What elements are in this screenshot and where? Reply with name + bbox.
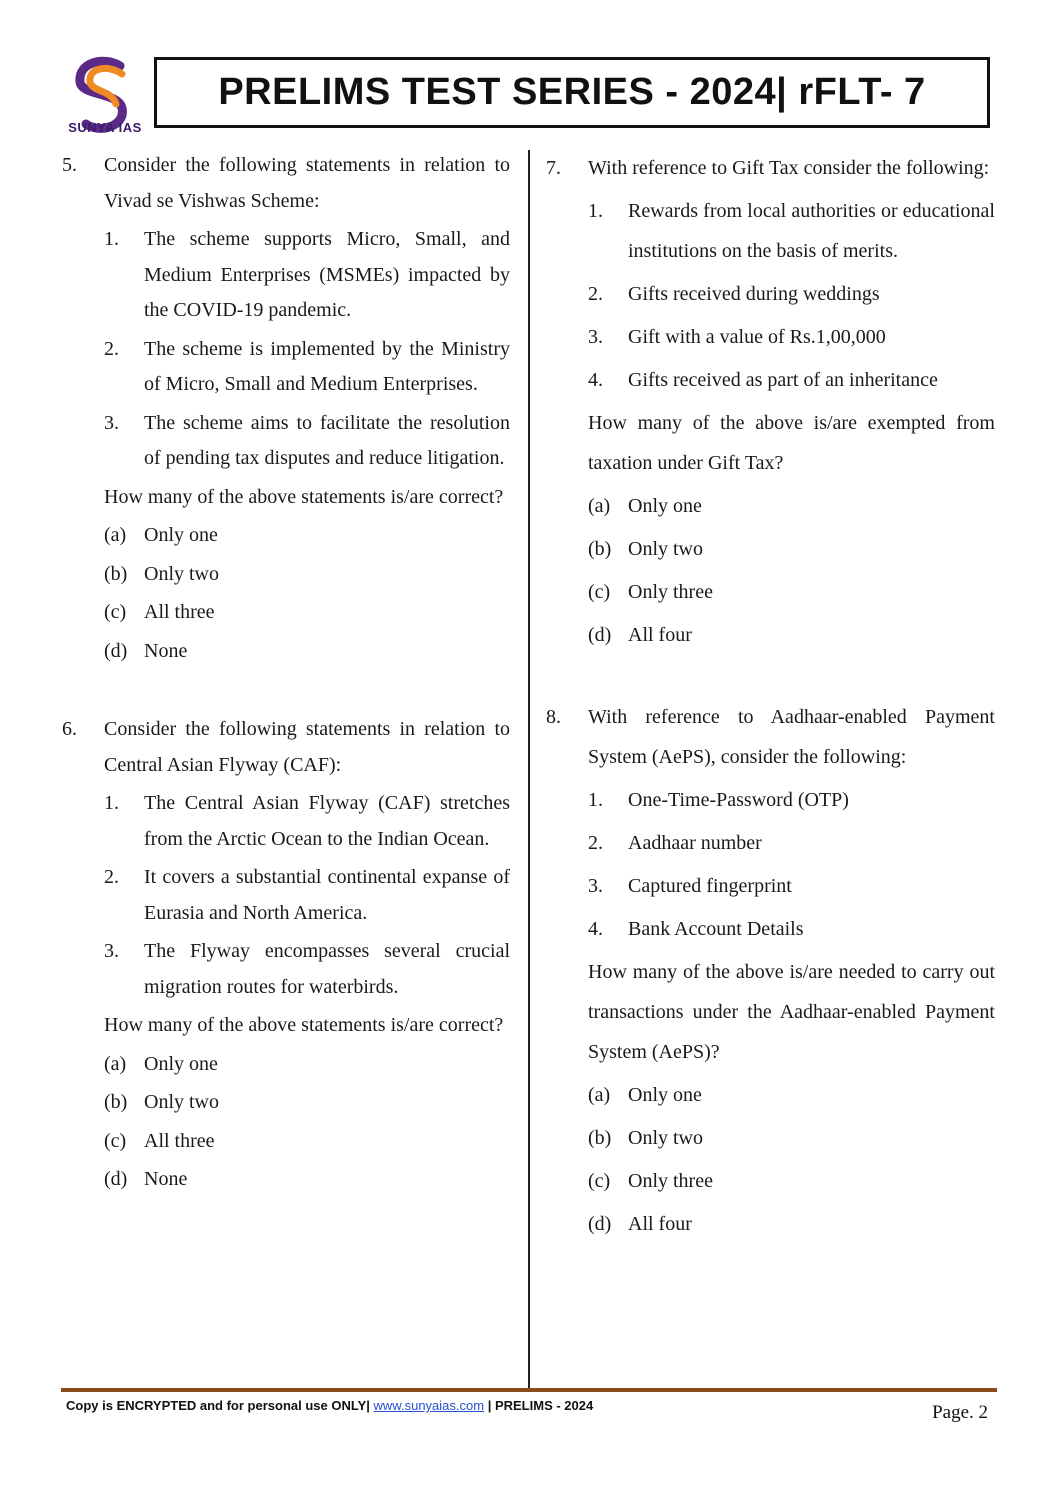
option xyxy=(588,486,995,526)
option-text: Only two xyxy=(628,1127,703,1149)
footer-website-link[interactable]: www.sunyaias.com xyxy=(373,1398,485,1413)
question-ask: How many of the above is/are needed to carry out transactions under the Aadhaar-enabled Payment System (AePS)? xyxy=(588,961,995,1063)
option-label: (b) xyxy=(588,1127,612,1149)
statement-item xyxy=(588,191,995,271)
option xyxy=(588,1075,995,1115)
option xyxy=(104,557,510,593)
statement-number: 3. xyxy=(588,875,603,897)
page-title: PRELIMS TEST SERIES - 2024| rFLT- 7 xyxy=(218,71,926,113)
option-label: (c) xyxy=(588,1170,611,1192)
statement-item xyxy=(104,786,510,857)
option-label: (b) xyxy=(104,562,128,585)
option-text: Only two xyxy=(144,1091,219,1113)
statement-number: 2. xyxy=(104,337,119,360)
option-label: (c) xyxy=(104,601,127,623)
question-number: 7. xyxy=(546,157,561,179)
option-text: Only three xyxy=(628,1170,713,1192)
statement-number: 2. xyxy=(104,866,119,888)
statement-text: Bank Account Details xyxy=(628,918,804,940)
left-column xyxy=(62,148,510,1198)
statement-number: 4. xyxy=(588,369,603,391)
option xyxy=(104,518,510,554)
option-text: Only one xyxy=(144,1052,218,1075)
footer xyxy=(66,1398,593,1413)
statement-number: 1. xyxy=(588,200,603,222)
statement-text: The Central Asian Flyway (CAF) stretches from the Arctic Ocean to the Indian Ocean. xyxy=(144,792,510,850)
statement-number: 1. xyxy=(104,792,119,814)
option xyxy=(588,615,995,655)
question-ask: How many of the above statements is/are correct? xyxy=(104,485,504,508)
statement-item xyxy=(588,360,995,400)
question-number: 5. xyxy=(62,154,77,176)
option-label: (d) xyxy=(104,639,128,662)
statement-item xyxy=(588,274,995,314)
statement-text: It covers a substantial continental expanse of Eurasia and North America. xyxy=(144,866,510,924)
statement-number: 1. xyxy=(588,789,603,811)
option xyxy=(104,595,510,631)
question-number: 8. xyxy=(546,706,561,728)
option-label: (a) xyxy=(588,495,611,517)
page-number: Page. 2 xyxy=(932,1402,988,1423)
option xyxy=(104,1047,510,1083)
statement-item xyxy=(588,317,995,357)
option xyxy=(104,634,510,670)
option-text: Only one xyxy=(144,524,218,546)
option-label: (a) xyxy=(104,1052,127,1075)
option xyxy=(104,1124,510,1160)
footer-rule xyxy=(61,1388,997,1392)
option xyxy=(588,572,995,612)
question-ask: How many of the above statements is/are correct? xyxy=(104,1014,504,1036)
option-label: (c) xyxy=(588,581,611,603)
statement-text: The scheme is implemented by the Ministry of Micro, Small and Medium Enterprises. xyxy=(144,337,510,395)
option-text: Only one xyxy=(628,495,702,517)
statement-text: Aadhaar number xyxy=(628,832,762,854)
option-label: (d) xyxy=(588,1213,612,1235)
statement-item xyxy=(104,934,510,1005)
statement-text: Gift with a value of Rs.1,00,000 xyxy=(628,326,886,348)
statement-item xyxy=(588,866,995,906)
statement-text: Gifts received as part of an inheritance xyxy=(628,369,938,391)
statement-text: One-Time-Password (OTP) xyxy=(628,789,849,811)
statement-item xyxy=(104,860,510,931)
option xyxy=(588,1161,995,1201)
statement-number: 2. xyxy=(588,283,603,305)
option-text: All four xyxy=(628,624,692,646)
statement-item xyxy=(588,780,995,820)
statement-text: The scheme supports Micro, Small, and Medium Enterprises (MSMEs) impacted by the COVID-19 pandemic. xyxy=(144,228,510,321)
header-title-box xyxy=(154,57,990,128)
option-text: Only two xyxy=(144,562,219,585)
statement-text: Captured fingerprint xyxy=(628,875,792,897)
option-text: All three xyxy=(144,1129,215,1152)
statement-item xyxy=(588,909,995,949)
statement-item xyxy=(104,222,510,329)
option-text: Only one xyxy=(628,1084,702,1106)
option-label: (b) xyxy=(588,538,612,560)
option-text: All three xyxy=(144,601,215,623)
option xyxy=(104,1085,510,1121)
question-5 xyxy=(62,148,510,669)
statement-item xyxy=(588,823,995,863)
statement-number: 3. xyxy=(104,411,119,434)
column-divider xyxy=(528,150,530,1388)
option xyxy=(588,1118,995,1158)
logo-text: SUNYA IAS xyxy=(68,120,142,135)
footer-suffix: | PRELIMS - 2024 xyxy=(487,1398,594,1413)
question-stem: With reference to Gift Tax consider the following: xyxy=(588,157,990,179)
option xyxy=(588,529,995,569)
option-text: All four xyxy=(628,1213,692,1235)
option-text: Only three xyxy=(628,581,713,603)
question-number: 6. xyxy=(62,718,77,740)
statement-text: Gifts received during weddings xyxy=(628,283,880,305)
statement-text: The Flyway encompasses several crucial migration routes for waterbirds. xyxy=(144,940,510,998)
question-stem: With reference to Aadhaar-enabled Payment System (AePS), consider the following: xyxy=(588,706,995,768)
question-ask: How many of the above is/are exempted from taxation under Gift Tax? xyxy=(588,412,995,474)
question-stem: Consider the following statements in relation to Vivad se Vishwas Scheme: xyxy=(104,154,510,212)
question-6 xyxy=(62,712,510,1198)
question-stem: Consider the following statements in relation to Central Asian Flyway (CAF): xyxy=(104,718,510,776)
statement-number: 4. xyxy=(588,918,603,940)
option-label: (a) xyxy=(104,524,127,546)
statement-text: Rewards from local authorities or educational institutions on the basis of merits. xyxy=(628,200,995,262)
footer-notice: Copy is ENCRYPTED and for personal use ONLY| xyxy=(66,1398,370,1413)
option-label: (c) xyxy=(104,1129,127,1152)
option-text: None xyxy=(144,639,188,662)
statement-text: The scheme aims to facilitate the resolution of pending tax disputes and reduce litigation. xyxy=(144,411,510,469)
right-column xyxy=(546,148,995,1244)
option-label: (d) xyxy=(588,624,612,646)
statement-number: 3. xyxy=(104,940,119,962)
question-7 xyxy=(546,148,995,655)
statement-number: 1. xyxy=(104,228,119,250)
option-label: (d) xyxy=(104,1168,128,1190)
option-label: (b) xyxy=(104,1091,128,1113)
option-label: (a) xyxy=(588,1084,611,1106)
option xyxy=(588,1204,995,1244)
option-text: Only two xyxy=(628,538,703,560)
statement-number: 2. xyxy=(588,832,603,854)
option-text: None xyxy=(144,1168,188,1190)
question-8 xyxy=(546,697,995,1244)
statement-number: 3. xyxy=(588,326,603,348)
option xyxy=(104,1162,510,1198)
statement-item xyxy=(104,332,510,403)
statement-item xyxy=(104,406,510,477)
